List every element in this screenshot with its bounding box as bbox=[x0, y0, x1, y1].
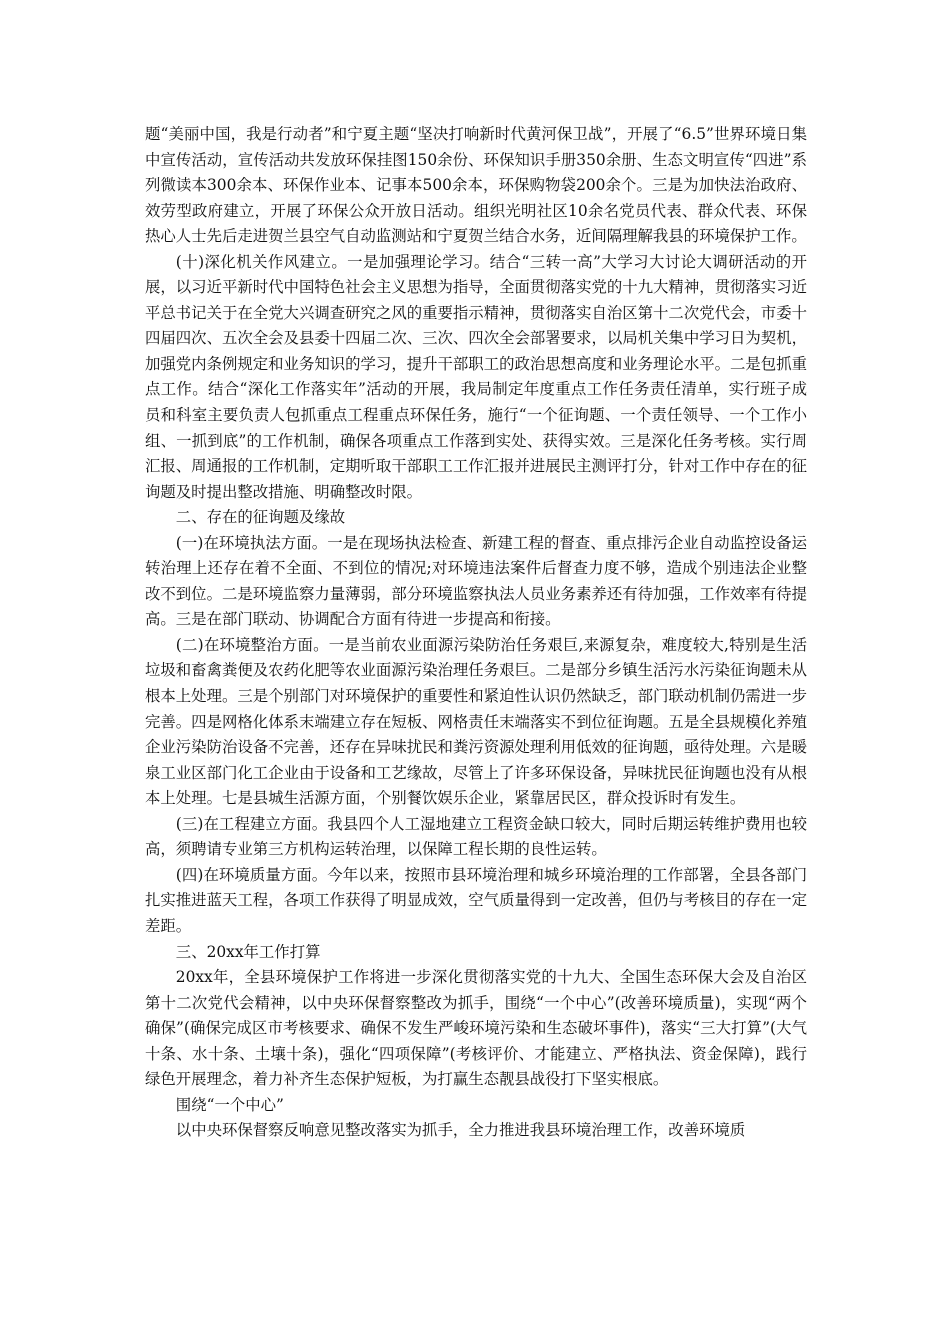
paragraph-quality: (四)在环境质量方面。今年以来，按照市县环境治理和城乡环境治理的工作部署，全县各部门扎实推进蓝天工程，各项工作获得了明显成效，空气质量得到一定改善，但仍与考核目的存在一定差距。 bbox=[145, 865, 807, 935]
section-heading-problems: 二、存在的征询题及缘故 bbox=[175, 508, 346, 527]
paragraph-one-center: 以中央环保督察反响意见整改落实为抓手，全力推进我县环境治理工作，改善环境质 bbox=[175, 1121, 746, 1140]
paragraph-work-style: (十)深化机关作风建立。一是加强理论学习。结合“三转一高”大学习大讨论大调研活动的开展，以习近平新时代中国特色社会主义思想为指导，全面贯彻落实党的十九大精神，贯彻落实习近平总书记关于在全党大兴调查研究之风的重要指示精神，贯彻落实自治区第十二次党代会，市委十四届四次、五次全会及县委十四届二次、三次、四次全会部署要求，以局机关集中学习日为契机，加强党内条例规定和业务知识的学习，提升干部职工的政治思想高度和业务理论水平。二是包抓重点工作。结合“深化工作落实年”活动的开展，我局制定年度重点工作任务责任清单，实行班子成员和科室主要负责人包抓重点工程重点环保任务，施行“一个征询题、一个责任领导、一个工作小组、一抓到底”的工作机制，确保各项重点工作落到实处、获得实效。三是深化任务考核。实行周汇报、周通报的工作机制，定期听取干部职工工作汇报并进展民主测评打分，针对工作中存在的征询题及时提出整改措施、明确整改时限。 bbox=[145, 252, 807, 501]
document-page bbox=[145, 122, 807, 1144]
paragraph-continuation: 题“美丽中国，我是行动者”和宁夏主题“坚决打响新时代黄河保卫战”，开展了“6.5”世界环境日集中宣传活动，宣传活动共发放环保挂图150余份、环保知识手册350余册、生态文明宣传“四进”系列微读本300余本、环保作业本、记事本500余本，环保购物袋200余个。三是为加快法治政府、效劳型政府建立，开展了环保公众开放日活动。组织光明社区10余名党员代表、群众代表、环保热心人士先后走进贺兰县空气自动监测站和宁夏贺兰结合水务，近间隔理解我县的环境保护工作。 bbox=[145, 125, 807, 246]
paragraph-enforcement: (一)在环境执法方面。一是在现场执法检查、新建工程的督查、重点排污企业自动监控设备运转治理上还存在着不全面、不到位的情况;对环境违法案件后督查力度不够，造成个别违法企业整改不到位。二是环境监察力量薄弱，部分环境监察执法人员业务素养还有待加强，工作效率有待提高。三是在部门联动、协调配合方面有待进一步提高和衔接。 bbox=[145, 533, 807, 629]
section-heading-plan: 三、20xx年工作打算 bbox=[175, 942, 321, 961]
paragraph-plan-overview: 20xx年，全县环境保护工作将进一步深化贯彻落实党的十九大、全国生态环保大会及自治区第十二次党代会精神，以中央环保督察整改为抓手，围绕“一个中心”(改善环境质量)，实现“两个确保”(确保完成区市考核要求、确保不发生严峻环境污染和生态破坏事件)，落实“三大打算”(大气十条、水十条、土壤十条)，强化“四项保障”(考核评价、才能建立、严格执法、资金保障)，践行绿色开展理念，着力补齐生态保护短板，为打赢生态靓县战役打下坚实根底。 bbox=[145, 968, 807, 1089]
paragraph-projects: (三)在工程建立方面。我县四个人工湿地建立工程资金缺口较大，同时后期运转维护费用也较高，须聘请专业第三方机构运转治理，以保障工程长期的良性运转。 bbox=[145, 814, 807, 859]
paragraph-remediation: (二)在环境整治方面。一是当前农业面源污染防治任务艰巨,来源复杂，难度较大,特别是生活垃圾和畜禽粪便及农药化肥等农业面源污染治理任务艰巨。二是部分乡镇生活污水污染征询题未从根本上处理。三是个别部门对环境保护的重要性和紧迫性认识仍然缺乏，部门联动机制仍需进一步完善。四是网格化体系末端建立存在短板、网格责任末端落实不到位征询题。五是全县规模化养殖企业污染防治设备不完善，还存在异味扰民和粪污资源处理利用低效的征询题，亟待处理。六是暖泉工业区部门化工企业由于设备和工艺缘故，尽管上了许多环保设备，异味扰民征询题也没有从根本上处理。七是县城生活源方面，个别餐饮娱乐企业，紧靠居民区，群众投诉时有发生。 bbox=[145, 635, 807, 808]
subheading-one-center: 围绕“一个中心” bbox=[175, 1095, 284, 1114]
